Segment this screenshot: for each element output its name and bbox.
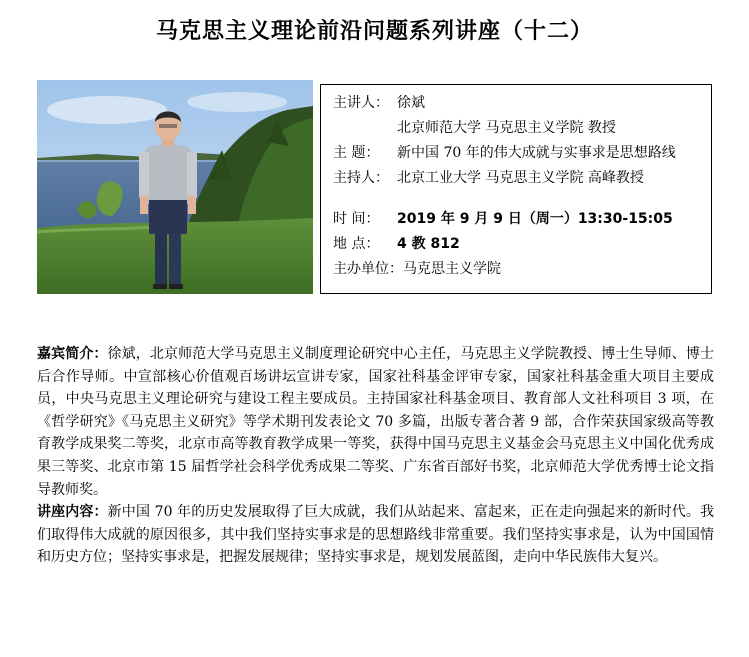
speaker-photo <box>37 80 313 294</box>
bio-paragraph <box>37 343 714 501</box>
time-label: 时 间： <box>333 211 380 227</box>
speaker-row <box>333 91 711 116</box>
speaker-name: 徐斌 <box>397 95 425 111</box>
speaker-affiliation-row <box>333 116 711 141</box>
organizer-text: 马克思主义学院 <box>403 261 501 277</box>
description <box>37 343 714 569</box>
lecture-text: 新中国 70 年的历史发展取得了巨大成就，我们从站起来、富起来，正在走向强起来的新时代。我们取得伟大成就的原因很多，其中我们坚持实事求是的思想路线非常重要。我们坚持实事求是，认为中国国情和历史方位；坚持实事求是，把握发展规律；坚持实事求是，规划发展蓝图，走向中华民族伟大复兴。 <box>37 504 714 566</box>
host-row <box>333 166 711 191</box>
bio-heading: 嘉宾简介： <box>37 346 108 362</box>
organizer-row <box>333 257 711 282</box>
bio-text: 徐斌，北京师范大学马克思主义制度理论研究中心主任，马克思主义学院教授、博士生导师、博士后合作导师。中宣部核心价值观百场讲坛宣讲专家，国家社科基金评审专家，国家社科基金重大项目主要成员，中央马克思主义理论研究与建设工程主要成员。主持国家社科基金项目、教育部人文社科项目 3 项，在《哲学研究》《马克思主义研究》等学术期刊发表论文 70 多篇，出版专著合著 9 部，合作荣获国家级高等教育教学成果奖二等奖，北京市高等教育教学成果一等奖，获得中国马克思主义基金会马克思主义中国化优秀成果三等奖、北京市第 15 届哲学社会科学优秀成果二等奖、广东省百部好书奖，北京师范大学优秀博士论文指导教师奖。 <box>37 346 715 498</box>
place-label: 地 点： <box>333 236 380 252</box>
topic-row <box>333 141 711 166</box>
time-text: 2019 年 9 月 9 日（周一）13:30-15:05 <box>397 211 673 227</box>
lecture-heading: 讲座内容： <box>37 504 108 521</box>
lecture-paragraph <box>37 501 714 569</box>
host-text: 北京工业大学 马克思主义学院 高峰教授 <box>397 170 644 186</box>
topic-text: 新中国 70 年的伟大成就与实事求是思想路线 <box>397 145 676 161</box>
place-row <box>333 232 711 257</box>
time-row <box>333 207 711 232</box>
topic-label: 主 题： <box>333 145 380 161</box>
organizer-label: 主办单位： <box>333 261 403 277</box>
page-title: 马克思主义理论前沿问题系列讲座（十二） <box>155 19 593 44</box>
lecture-info-box <box>320 84 712 294</box>
speaker-label: 主讲人： <box>333 95 389 111</box>
place-text: 4 教 812 <box>397 236 460 252</box>
speaker-affiliation: 北京师范大学 马克思主义学院 教授 <box>397 120 616 136</box>
host-label: 主持人： <box>333 170 389 186</box>
